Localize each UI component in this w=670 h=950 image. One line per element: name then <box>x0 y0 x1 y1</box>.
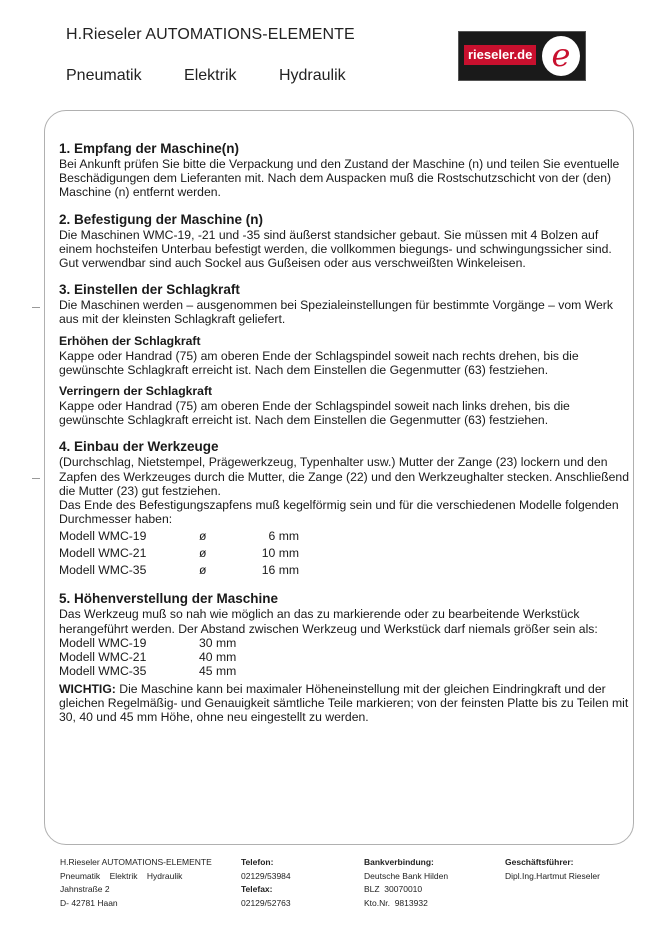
company-name: H.Rieseler AUTOMATIONS-ELEMENTE <box>66 26 355 43</box>
section-title: 3. Einstellen der Schlagkraft <box>59 282 240 298</box>
section-text: Das Werkzeug muß so nah wie möglich an das zu markierende oder zu bearbeitende Werkstück herangeführt werden. Der Abstand zwischen Werkzeug und Werkstück darf niemals größer sein als: <box>59 607 598 636</box>
ceo-name: Dipl.Ing.Hartmut Rieseler <box>505 870 600 881</box>
document-content <box>59 141 634 736</box>
diameter-value: 16 mm <box>261 563 299 578</box>
model-name: Modell WMC-35 <box>59 663 147 678</box>
table-row <box>59 650 634 664</box>
section-text: Das Ende des Befestigungszapfens muß kegelförmig sein und für die verschiedenen Modelle folgenden Durchmesser haben: <box>59 498 619 527</box>
bank-line: Kto.Nr. 9813932 <box>364 897 428 908</box>
division-list <box>66 67 384 85</box>
footer-line: Jahnstraße 2 <box>60 884 110 894</box>
subsection-text: Kappe oder Handrad (75) am oberen Ende der Schlagspindel soweit nach rechts drehen, bis die gewünschte Schlagkraft erreicht ist. Nach dem Einstellen die Gegenmutter (63) festziehen. <box>59 348 579 377</box>
section-hoehenverstellung <box>59 591 634 724</box>
division-pneumatik: Pneumatik <box>66 67 142 84</box>
phone-label: Telefon: <box>241 857 274 867</box>
section-schlagkraft <box>59 282 634 427</box>
subsection-erhoehen <box>59 334 634 377</box>
subsection-title: Verringern der Schlagkraft <box>59 384 213 399</box>
diameter-value: 6 mm <box>268 529 299 544</box>
section-text: Die Maschinen werden – ausgenommen bei Spezialeinstellungen für bestimmte Vorgänge – vom Werk aus mit der kleinsten Schlagkraft geliefert. <box>59 298 613 327</box>
table-row <box>59 545 634 562</box>
diameter-value: 10 mm <box>261 546 299 561</box>
company-logo <box>458 31 586 81</box>
subsection-verringern <box>59 384 634 427</box>
section-text: Die Maschinen WMC-19, -21 und -35 sind äußerst standsicher gebaut. Sie müssen mit 4 Bolzen auf einem hochsteifen Unterbau befestigt werden, die vollkommen biegungs- und schwingungssicher sind. Gut verwendbar sind auch Sockel aus Gußeisen oder aus verschweißten Winkeleisen. <box>59 227 612 271</box>
footer-contact <box>241 856 291 910</box>
division-elektrik: Elektrik <box>184 67 237 84</box>
diameter-table <box>59 528 634 579</box>
table-row <box>59 636 634 650</box>
division-hydraulik: Hydraulik <box>278 67 346 84</box>
section-title: 2. Befestigung der Maschine (n) <box>59 211 264 227</box>
margin-mark <box>32 307 40 308</box>
subsection-title: Erhöhen der Schlagkraft <box>59 333 201 348</box>
model-name: Modell WMC-19 <box>59 635 147 650</box>
height-table <box>59 636 634 678</box>
margin-mark <box>32 478 40 479</box>
model-name: Modell WMC-35 <box>59 563 147 578</box>
height-value: 40 mm <box>199 649 237 664</box>
subsection-text: Kappe oder Handrad (75) am oberen Ende der Schlagspindel soweit nach links drehen, bis die gewünschte Schlagkraft erreicht ist. Nach dem Einstellen die Gegenmutter (63) festziehen. <box>59 399 570 428</box>
footer-address <box>60 856 212 910</box>
footer-line: Pneumatik Elektrik Hydraulik <box>60 870 183 881</box>
phone-number: 02129/53984 <box>241 870 291 881</box>
section-befestigung <box>59 212 634 271</box>
bank-line: BLZ 30070010 <box>364 884 423 894</box>
height-value: 30 mm <box>199 635 237 650</box>
height-value: 45 mm <box>199 663 237 678</box>
warning-text: Die Maschine kann bei maximaler Höheneinstellung mit der gleichen Eindringkraft und der gleichen Regelmäßig- und Genauigkeit sämtliche Teile markieren; von der feinsten Platte bis zu Teilen mit 30, 40 und 45 mm Höhe, ohne neu eingestellt zu werden. <box>59 681 629 725</box>
section-title: 4. Einbau der Werkzeuge <box>59 439 219 455</box>
diameter-symbol: ø <box>199 546 207 561</box>
ceo-label: Geschäftsführer: <box>505 857 574 867</box>
model-name: Modell WMC-21 <box>59 649 147 664</box>
model-name: Modell WMC-19 <box>59 529 147 544</box>
section-text: (Durchschlag, Nietstempel, Prägewerkzeug, Typenhalter usw.) Mutter der Zange (23) lockern und den Zapfen des Werkzeuges durch die Mutter, die Zange (22) und den Werkzeughalter stecken. Anschließend die Mutter (23) gut festziehen. <box>59 455 629 498</box>
footer-management <box>505 856 600 883</box>
model-name: Modell WMC-21 <box>59 546 147 561</box>
footer-bank <box>364 856 448 910</box>
fax-number: 02129/52763 <box>241 897 291 908</box>
bank-line: Deutsche Bank Hilden <box>364 870 449 881</box>
section-title: 5. Höhenverstellung der Maschine <box>59 591 279 607</box>
logo-e-icon: e <box>542 36 580 76</box>
warning-label: WICHTIG: <box>59 681 116 696</box>
logo-text: rieseler.de <box>464 45 536 65</box>
diameter-symbol: ø <box>199 563 207 578</box>
warning-note <box>59 682 634 725</box>
table-row <box>59 562 634 579</box>
diameter-symbol: ø <box>199 529 207 544</box>
section-text: Bei Ankunft prüfen Sie bitte die Verpackung und den Zustand der Maschine (n) und teilen Sie eventuelle Beschädigungen dem Lieferanten mit. Nach dem Auspacken muß die Rostschutzschicht von der (den) Maschine (n) entfernt werden. <box>59 157 620 200</box>
fax-label: Telefax: <box>241 884 273 894</box>
section-werkzeuge <box>59 439 634 579</box>
footer-line: H.Rieseler AUTOMATIONS-ELEMENTE <box>60 857 212 867</box>
bank-label: Bankverbindung: <box>364 857 434 867</box>
section-empfang <box>59 141 634 200</box>
table-row <box>59 664 634 678</box>
footer-line: D- 42781 Haan <box>60 897 118 908</box>
section-title: 1. Empfang der Maschine(n) <box>59 141 240 156</box>
table-row <box>59 528 634 545</box>
